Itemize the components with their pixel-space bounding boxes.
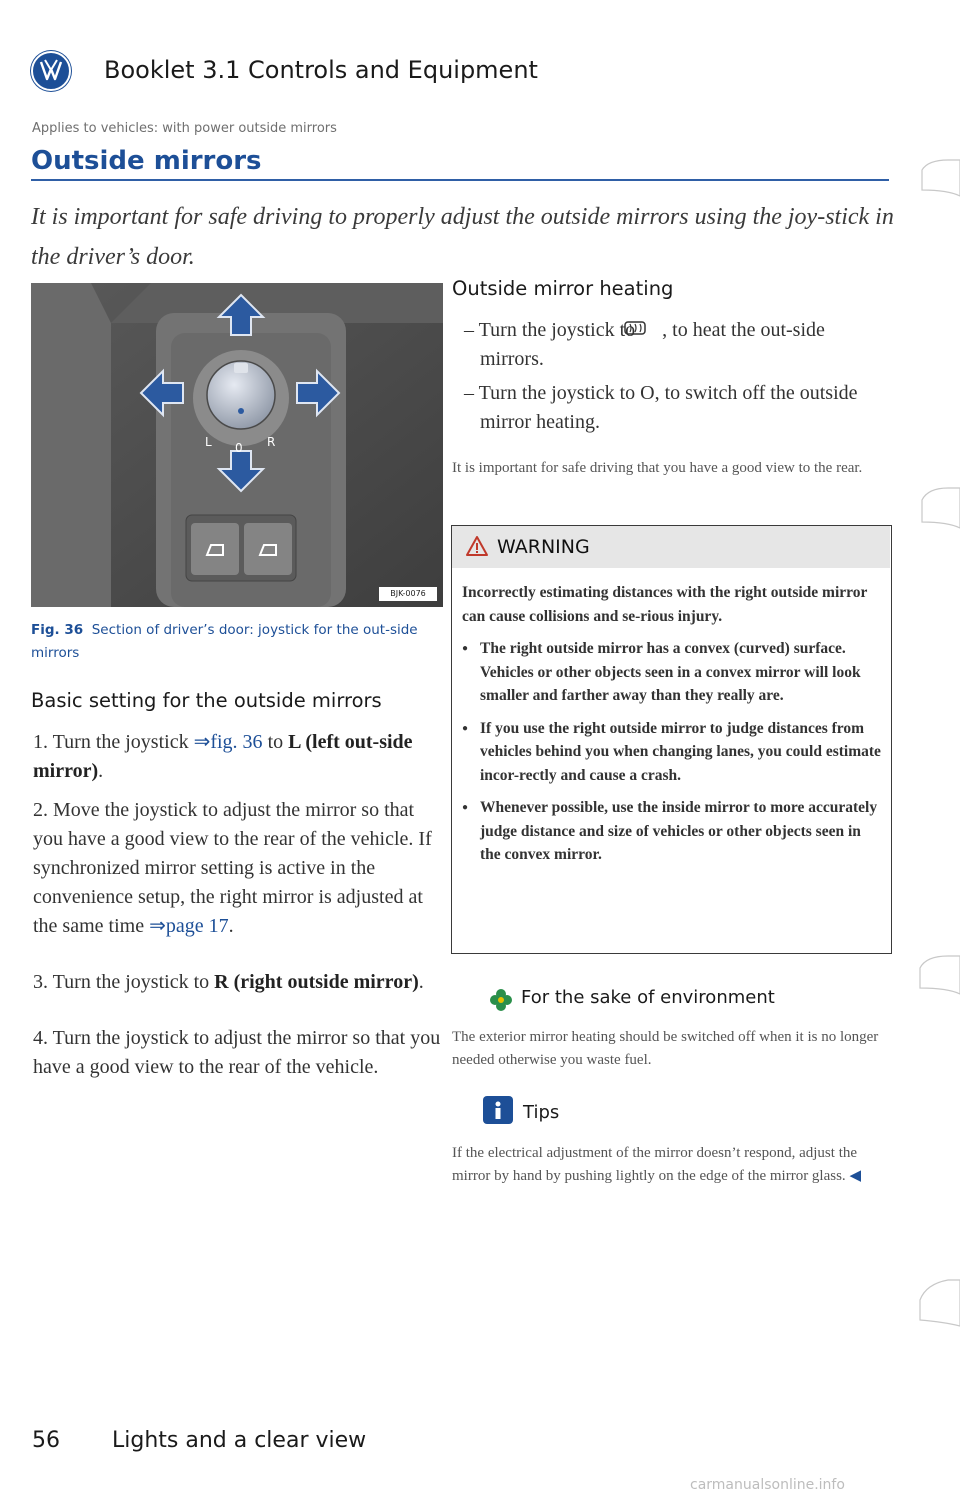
figure-code: BJK-0076	[379, 587, 437, 601]
figure-caption	[31, 619, 451, 665]
environment-text: The exterior mirror heating should be switched off when it is no longer needed otherwise you waste fuel.	[452, 1029, 879, 1068]
step-4-text: Turn the joystick to adjust the mirror so that you have a good view to the rear of the vehicle.	[33, 1027, 441, 1078]
fig-36-link[interactable]: ⇒fig. 36	[193, 731, 263, 753]
warning-bullet: ● If you use the right outside mirror to judge distances from vehicles behind you when changing lanes, you could estimate incor-rectly and cause a crash.	[462, 717, 882, 788]
environment-flower-icon	[489, 988, 513, 1017]
figure-caption-text: Section of driver’s door: joystick for the out-side mirrors	[31, 622, 418, 661]
joystick-label-right: R	[267, 435, 276, 449]
thumb-tab-mark	[908, 950, 960, 1012]
thumb-tab-mark	[908, 1270, 960, 1332]
step-1-end: .	[98, 760, 104, 782]
tips-body: If the electrical adjustment of the mirror doesn’t respond, adjust the mirror by hand by pushing lightly on the edge of the mirror glass.	[452, 1145, 858, 1184]
step-3-bold: R (right outside mirror)	[214, 971, 419, 993]
mirror-heating-heading: Outside mirror heating	[452, 277, 674, 300]
step-2	[33, 796, 445, 941]
step-4	[33, 1024, 445, 1082]
thumb-tab-mark	[908, 484, 960, 546]
step-3-number: 3.	[33, 971, 48, 993]
booklet-title: Booklet 3.1 Controls and Equipment	[104, 56, 538, 84]
vw-logo-icon	[30, 50, 72, 92]
joystick-label-left: L	[205, 435, 212, 449]
heating-note: It is important for safe driving that you have a good view to the rear.	[452, 460, 863, 476]
warning-triangle-icon	[465, 535, 489, 562]
tips-text	[452, 1142, 890, 1188]
step-4-number: 4.	[33, 1027, 48, 1049]
step-2-number: 2.	[33, 799, 48, 821]
warning-box	[451, 525, 892, 954]
joystick-figure	[31, 283, 443, 607]
step-1-text: Turn the joystick	[52, 731, 194, 753]
warning-title: WARNING	[497, 536, 590, 558]
warning-header	[452, 526, 890, 568]
thumb-tab-mark	[908, 156, 960, 218]
figure-caption-label: Fig. 36	[31, 622, 84, 638]
step-1-bold: L (left out-side mirror)	[33, 731, 413, 782]
heating-item-1-text: – Turn the joystick to	[464, 319, 641, 341]
step-3-end: .	[418, 971, 424, 993]
step-2-end: .	[228, 915, 234, 937]
step-1	[33, 728, 445, 786]
tips-heading: Tips	[523, 1102, 560, 1123]
step-1-text-2: to	[262, 731, 289, 753]
intro-text: It is important for safe driving to properly adjust the outside mirrors using the joy-stick in the driver’s door.	[31, 204, 894, 270]
footer-section-title: Lights and a clear view	[112, 1428, 367, 1453]
page-17-link[interactable]: ⇒page 17	[149, 915, 229, 937]
step-1-number: 1.	[33, 731, 48, 753]
tips-info-icon	[483, 1096, 513, 1124]
section-end-icon: ◀	[849, 1168, 861, 1184]
step-2-text: Move the joystick to adjust the mirror so that you have a good view to the rear of the vehicle. If synchronized mirror setting is active in the convenience setup, the right mirror is adjusted at the same time	[33, 799, 432, 937]
warning-bullet: ● The right outside mirror has a convex (curved) surface. Vehicles or other objects seen in a convex mirror will look smaller and farther away than they really are.	[462, 637, 882, 708]
warning-intro: Incorrectly estimating distances with the right outside mirror can cause collisions and se-rious injury.	[462, 584, 868, 625]
applies-note: Applies to vehicles: with power outside mirrors	[32, 121, 337, 136]
warning-body	[462, 581, 882, 876]
warning-bullet: ● Whenever possible, use the inside mirror to more accurately judge distance and size of vehicles or other objects seen in the convex mirror.	[462, 796, 882, 867]
step-3-text: Turn the joystick to	[52, 971, 215, 993]
title-rule	[31, 179, 889, 181]
environment-heading: For the sake of environment	[521, 987, 775, 1008]
step-3	[33, 968, 445, 997]
heating-item-1-text-2: , to heat the out-side mirrors.	[480, 319, 825, 370]
heating-item-2: – Turn the joystick to O, to switch off the outside mirror heating.	[464, 382, 858, 433]
heating-item-1	[464, 316, 890, 374]
page-number: 56	[32, 1428, 60, 1453]
basic-setting-heading: Basic setting for the outside mirrors	[31, 689, 382, 712]
joystick-label-zero: 0	[235, 441, 243, 455]
watermark: carmanualsonline.info	[690, 1477, 845, 1493]
mirror-heating-icon	[640, 318, 662, 336]
page-title: Outside mirrors	[31, 146, 262, 176]
